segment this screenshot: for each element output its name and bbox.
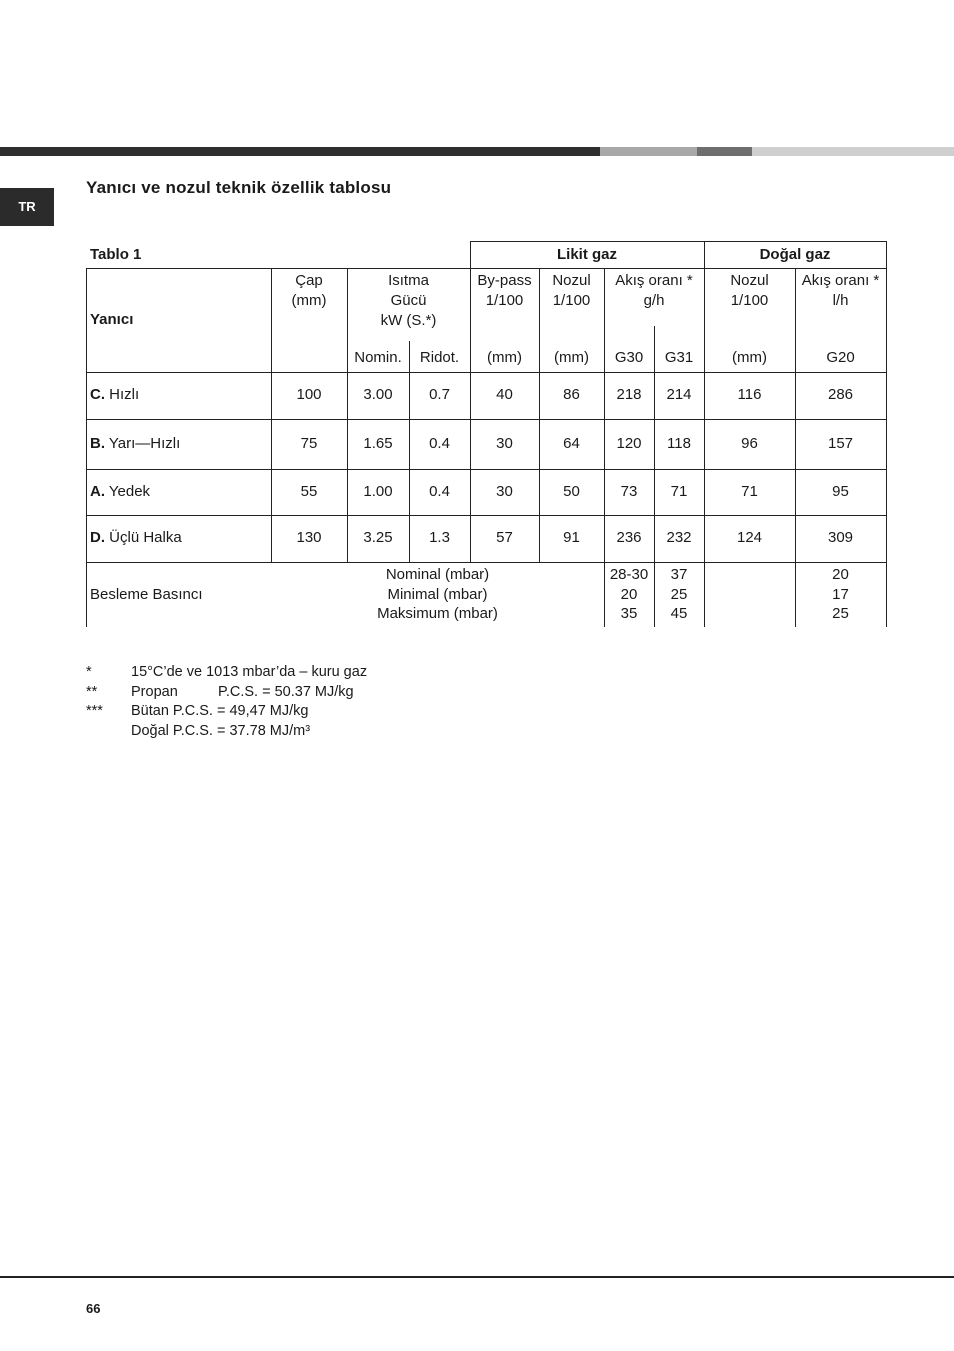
language-tab: TR [0, 188, 54, 226]
col-header-burner: Yanıcı [90, 311, 134, 328]
cell-diameter: 75 [300, 435, 318, 452]
cell-nozzle-lpg: 50 [563, 483, 580, 500]
cell-diameter: 130 [296, 529, 322, 546]
col-header-nominal: Nomin. [354, 349, 402, 366]
table-rule [539, 268, 540, 562]
cell-g31: 71 [670, 483, 688, 500]
header-bar-segment-light [600, 147, 697, 156]
table-row-burner [90, 482, 150, 502]
col-header-nozzle-lpg-unit: (mm) [554, 349, 589, 366]
table-rule [886, 241, 887, 627]
cell-g30: 218 [616, 386, 642, 403]
cell-nozzle-ng: 96 [741, 435, 758, 452]
col-header-reduced: Ridot. [419, 349, 460, 366]
cell-nominal: 3.25 [363, 529, 393, 546]
table-caption: Tablo 1 [90, 246, 142, 263]
cell-reduced: 0.4 [429, 483, 450, 500]
footer-rule [0, 1276, 954, 1278]
table-rule [470, 241, 887, 242]
group-header-dogal-gaz: Doğal gaz [759, 246, 831, 263]
header-bar-segment-pale [752, 147, 954, 156]
cell-bypass: 57 [496, 529, 513, 546]
cell-reduced: 0.4 [429, 435, 450, 452]
col-header-bypass: By-pass 1/100 [477, 272, 532, 309]
supply-pressure-g30: 28-30 20 35 [609, 566, 649, 622]
col-header-nozzle-ng: Nozul 1/100 [730, 272, 769, 309]
cell-g20: 157 [827, 435, 854, 452]
cell-bypass: 40 [496, 386, 513, 403]
footnote-marker: ** [86, 683, 98, 700]
footnote-text: Propan P.C.S. = 50.37 MJ/kg [131, 683, 354, 700]
burner-name: Hızlı [109, 386, 140, 403]
burner-code: C. [90, 386, 105, 403]
footnote-marker: *** [86, 703, 103, 719]
supply-pressure-label: Besleme Basıncı [90, 586, 203, 603]
cell-g31: 118 [667, 435, 691, 452]
burner-name: Yarı—Hızlı [108, 435, 181, 452]
col-header-bypass-unit: (mm) [487, 349, 522, 366]
footnote-marker: * [86, 664, 92, 680]
cell-g30: 73 [620, 483, 638, 500]
table-rule [86, 268, 87, 627]
table-rule [86, 419, 887, 420]
table-rule [271, 268, 272, 562]
cell-diameter: 55 [300, 483, 318, 500]
footnote-text: 15°C’de ve 1013 mbar’da – kuru gaz [131, 664, 368, 680]
supply-pressure-g20: 20 17 25 [832, 566, 849, 622]
table-rule [86, 268, 887, 269]
footnote-text: Doğal P.C.S. = 37.78 MJ/m³ [131, 722, 311, 739]
col-header-diameter: Çap (mm) [291, 272, 327, 309]
col-header-g31: G31 [664, 349, 694, 366]
cell-bypass: 30 [496, 483, 513, 500]
table-rule [86, 515, 887, 516]
table-rule [86, 562, 887, 563]
col-header-heating-power: Isıtma Gücü kW (S.*) [380, 272, 437, 329]
group-header-likit-gaz: Likit gaz [556, 246, 617, 263]
cell-nominal: 1.00 [363, 483, 393, 500]
cell-bypass: 30 [496, 435, 513, 452]
cell-g31: 232 [666, 529, 692, 546]
cell-nozzle-lpg: 91 [563, 529, 580, 546]
cell-diameter: 100 [296, 386, 322, 403]
cell-nozzle-lpg: 86 [563, 386, 580, 403]
cell-g20: 309 [827, 529, 854, 546]
burner-name: Üçlü Halka [109, 529, 182, 546]
table-row-burner [90, 434, 180, 454]
table-rule [86, 469, 887, 470]
header-bar-segment-mid [697, 147, 752, 156]
burner-code: A. [90, 483, 105, 500]
cell-nozzle-ng: 116 [737, 386, 762, 403]
col-header-nozzle-lpg: Nozul 1/100 [552, 272, 591, 309]
table-rule [86, 372, 887, 373]
header-color-bar [0, 147, 954, 156]
cell-nozzle-ng: 124 [736, 529, 763, 546]
header-bar-segment-dark [0, 147, 600, 156]
page-title: Yanıcı ve nozul teknik özellik tablosu [86, 178, 392, 197]
cell-nozzle-ng: 71 [741, 483, 758, 500]
cell-g30: 120 [616, 435, 642, 452]
supply-pressure-g31: 37 25 45 [670, 566, 688, 622]
table-row-burner [90, 528, 182, 548]
cell-reduced: 0.7 [429, 386, 450, 403]
footnote-text: Bütan P.C.S. = 49,47 MJ/kg [131, 703, 309, 719]
cell-g20: 95 [832, 483, 849, 500]
cell-nominal: 3.00 [363, 386, 393, 403]
burner-code: B. [90, 435, 105, 452]
table-row-burner [90, 385, 139, 405]
page-number: 66 [86, 1301, 101, 1316]
col-header-flow-lpg: Akış oranı * g/h [615, 272, 693, 309]
col-header-g30: G30 [614, 349, 644, 366]
cell-nozzle-lpg: 64 [563, 435, 580, 452]
col-header-g20: G20 [826, 349, 855, 366]
supply-pressure-names: Nominal (mbar) Minimal (mbar) Maksimum (mbar) [377, 566, 498, 622]
cell-g30: 236 [616, 529, 642, 546]
col-header-flow-ng: Akış oranı * l/h [801, 272, 880, 309]
burner-name: Yedek [108, 483, 151, 500]
cell-nominal: 1.65 [363, 435, 393, 452]
burner-code: D. [90, 529, 105, 546]
col-header-nozzle-ng-unit: (mm) [732, 349, 767, 366]
cell-reduced: 1.3 [429, 529, 450, 546]
cell-g20: 286 [827, 386, 854, 403]
cell-g31: 214 [666, 386, 692, 403]
burner-nozzle-table [86, 241, 887, 627]
